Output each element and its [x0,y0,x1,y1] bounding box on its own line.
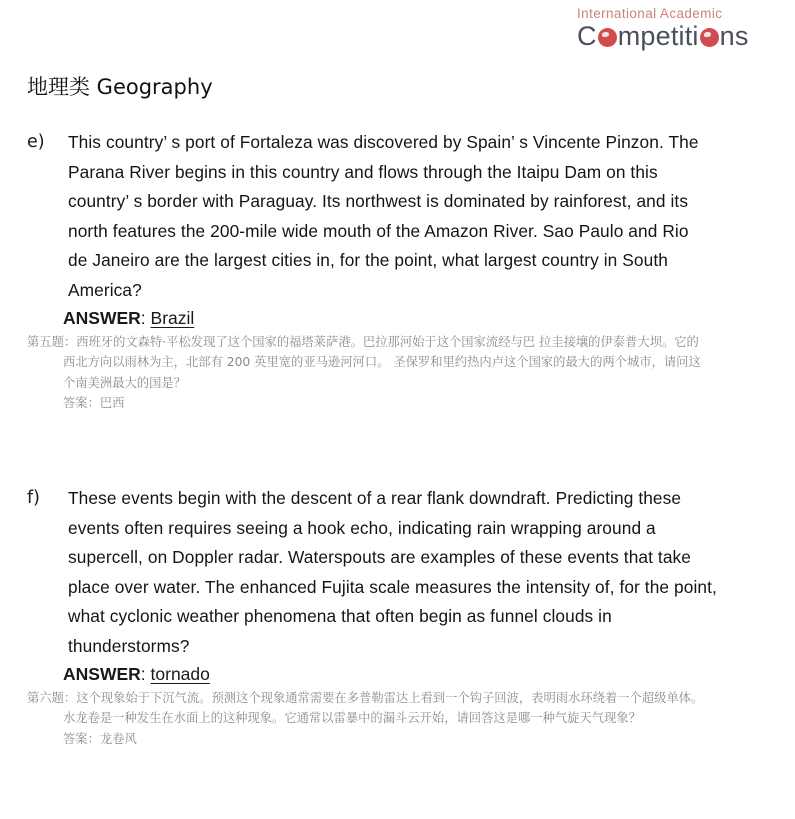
logo-letters-mid: mpetiti [617,21,699,51]
question-f [27,484,787,749]
question-line: America? [68,279,142,300]
answer-key: ANSWER [63,663,141,684]
question-line: Parana River begins in this country and flows through the Itaipu Dam on this [68,161,658,182]
chinese-translation [27,688,787,750]
question-line: supercell, on Doppler radar. Waterspouts are examples of these events that take [68,547,691,568]
question-line: events often requires seeing a hook echo, indicating rain wrapping around a [68,517,656,538]
question-line: place over water. The enhanced Fujita scale measures the intensity of, for the point, [68,576,717,597]
question-line: country’ s border with Paraguay. Its northwest is dominated by rainforest, and its [68,191,689,212]
question-text [68,484,787,662]
question-label: e) [27,132,45,152]
question-line: This country’ s port of Fortaleza was discovered by Spain’ s Vincente Pinzon. The [68,132,699,152]
globe-icon [598,28,617,47]
answer-separator: : [140,307,151,328]
competition-logo [577,6,777,50]
question-text [68,128,787,306]
logo-letter-c: C [577,21,597,51]
chinese-translation [27,332,787,414]
answer-value: Brazil [150,307,195,328]
question-line: what cyclonic weather phenomena that often begin as funnel clouds in [68,606,612,627]
logo-letters-end: ns [719,21,749,51]
answer-line [63,306,787,330]
globe-icon [700,28,719,47]
translation-line: 西北方向以雨林为主，北部有 200 英里宽的亚马逊河河口。 圣保罗和里约热内卢这个国家的最大的两个城市，请问这 [63,355,701,370]
logo-wordmark [577,22,777,50]
answer-separator: : [140,663,151,684]
answer-key: ANSWER [63,307,141,328]
translation-answer: 答案：巴西 [63,396,125,411]
translation-line: 个南美洲最大的国是？ [63,375,186,390]
translation-line: 第五题：西班牙的文森特·平松发现了这个国家的福塔莱萨港。巴拉那河始于这个国家流经与巴 拉圭接壤的伊泰普大坝。它的 [27,334,699,349]
translation-line: 第六题：这个现象始于下沉气流。预测这个现象通常需要在多普勒雷达上看到一个钩子回波，表明雨水环绕着一个超级单体。 [27,690,704,705]
translation-answer: 答案：龙卷风 [63,731,137,746]
translation-line: 水龙卷是一种发生在水面上的这种现象。它通常以雷暴中的漏斗云开始，请回答这是哪一种气旋天气现象？ [63,711,641,726]
logo-tagline: International Academic [577,6,723,21]
question-line: de Janeiro are the largest cities in, for the point, what largest country in South [68,250,668,271]
section-title: 地理类 Geography [27,75,213,99]
question-e [27,128,787,414]
answer-line [63,662,787,686]
question-line: thunderstorms? [68,635,190,656]
question-line: These events begin with the descent of a rear flank downdraft. Predicting these [68,488,682,508]
answer-value: tornado [150,663,210,684]
question-line: north features the 200-mile wide mouth of the Amazon River. Sao Paulo and Rio [68,220,689,241]
question-label: f) [27,488,40,508]
